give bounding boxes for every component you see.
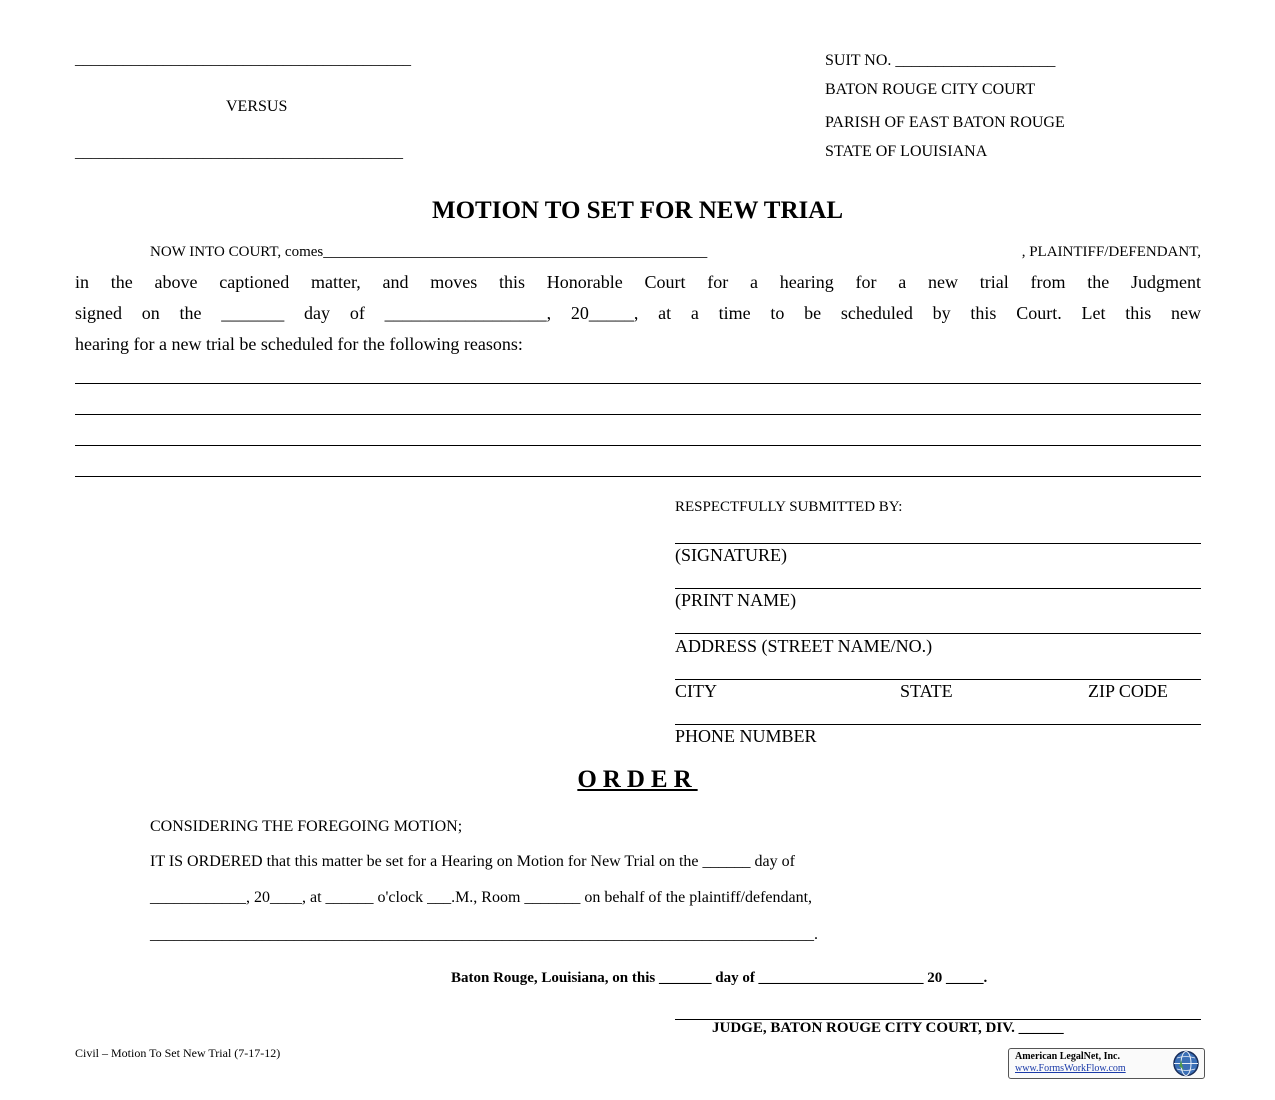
- versus-label: VERSUS: [226, 98, 288, 115]
- motion-line-1: [150, 243, 1201, 261]
- city-label: CITY: [675, 681, 717, 701]
- suit-number[interactable]: SUIT NO. ____________________: [825, 52, 1056, 69]
- zip-code-label: ZIP CODE: [1088, 681, 1168, 701]
- submitted-by-heading: RESPECTFULLY SUBMITTED BY:: [675, 499, 903, 515]
- order-line-3[interactable]: ___________________________________________________________________________________.: [150, 926, 818, 943]
- reason-line[interactable]: [75, 445, 1201, 446]
- judge-label: JUDGE, BATON ROUGE CITY COURT, DIV. ______: [712, 1020, 1064, 1036]
- reason-line[interactable]: [75, 476, 1201, 477]
- defendant-blank[interactable]: _________________________________________: [75, 144, 403, 161]
- parish-name: PARISH OF EAST BATON ROUGE: [825, 114, 1065, 131]
- motion-line-3[interactable]: signed on the _______ day of __________________, 20_____, at a time to be scheduled by this Court. Let this new: [75, 303, 1201, 323]
- order-line-1[interactable]: IT IS ORDERED that this matter be set for a Hearing on Motion for New Trial on the ______ day of: [150, 853, 795, 870]
- form-identifier: Civil – Motion To Set New Trial (7-17-12): [75, 1046, 281, 1060]
- reason-line[interactable]: [75, 414, 1201, 415]
- order-line-2[interactable]: ____________, 20____, at ______ o'clock ___.M., Room _______ on behalf of the plaintiff/defendant,: [150, 889, 813, 906]
- publisher-logo[interactable]: [1008, 1048, 1205, 1079]
- reason-line[interactable]: [75, 383, 1201, 384]
- print-name-label: (PRINT NAME): [675, 590, 797, 610]
- party-name-blank[interactable]: ________________________________________________: [323, 243, 708, 260]
- plaintiff-blank[interactable]: __________________________________________: [75, 51, 411, 68]
- order-heading: ORDER: [577, 766, 698, 793]
- globe-icon: [1171, 1050, 1201, 1077]
- state-label: STATE: [900, 681, 953, 701]
- phone-line[interactable]: [675, 724, 1201, 725]
- now-into-court-text: NOW INTO COURT, comes: [150, 244, 324, 260]
- publisher-name: American LegalNet, Inc.: [1015, 1051, 1120, 1062]
- plaintiff-defendant-text: , PLAINTIFF/DEFENDANT,: [1021, 244, 1201, 260]
- address-label: ADDRESS (STREET NAME/NO.): [675, 636, 933, 656]
- dated-line[interactable]: Baton Rouge, Louisiana, on this _______ day of ______________________ 20 _____.: [451, 970, 988, 986]
- court-name: BATON ROUGE CITY COURT: [825, 81, 1036, 98]
- motion-line-4: hearing for a new trial be scheduled for the following reasons:: [75, 334, 523, 354]
- signature-label: (SIGNATURE): [675, 545, 787, 565]
- state-name: STATE OF LOUISIANA: [825, 143, 988, 160]
- phone-label: PHONE NUMBER: [675, 726, 817, 746]
- motion-line-2: in the above captioned matter, and moves this Honorable Court for a hearing for a new trial from the Judgment: [75, 272, 1201, 292]
- page-title: MOTION TO SET FOR NEW TRIAL: [432, 197, 843, 224]
- signature-line[interactable]: [675, 543, 1201, 544]
- considering-text: CONSIDERING THE FOREGOING MOTION;: [150, 818, 463, 835]
- address-line[interactable]: [675, 633, 1201, 634]
- print-name-line[interactable]: [675, 588, 1201, 589]
- publisher-url[interactable]: www.FormsWorkFlow.com: [1015, 1063, 1126, 1074]
- city-state-zip-line[interactable]: [675, 679, 1201, 680]
